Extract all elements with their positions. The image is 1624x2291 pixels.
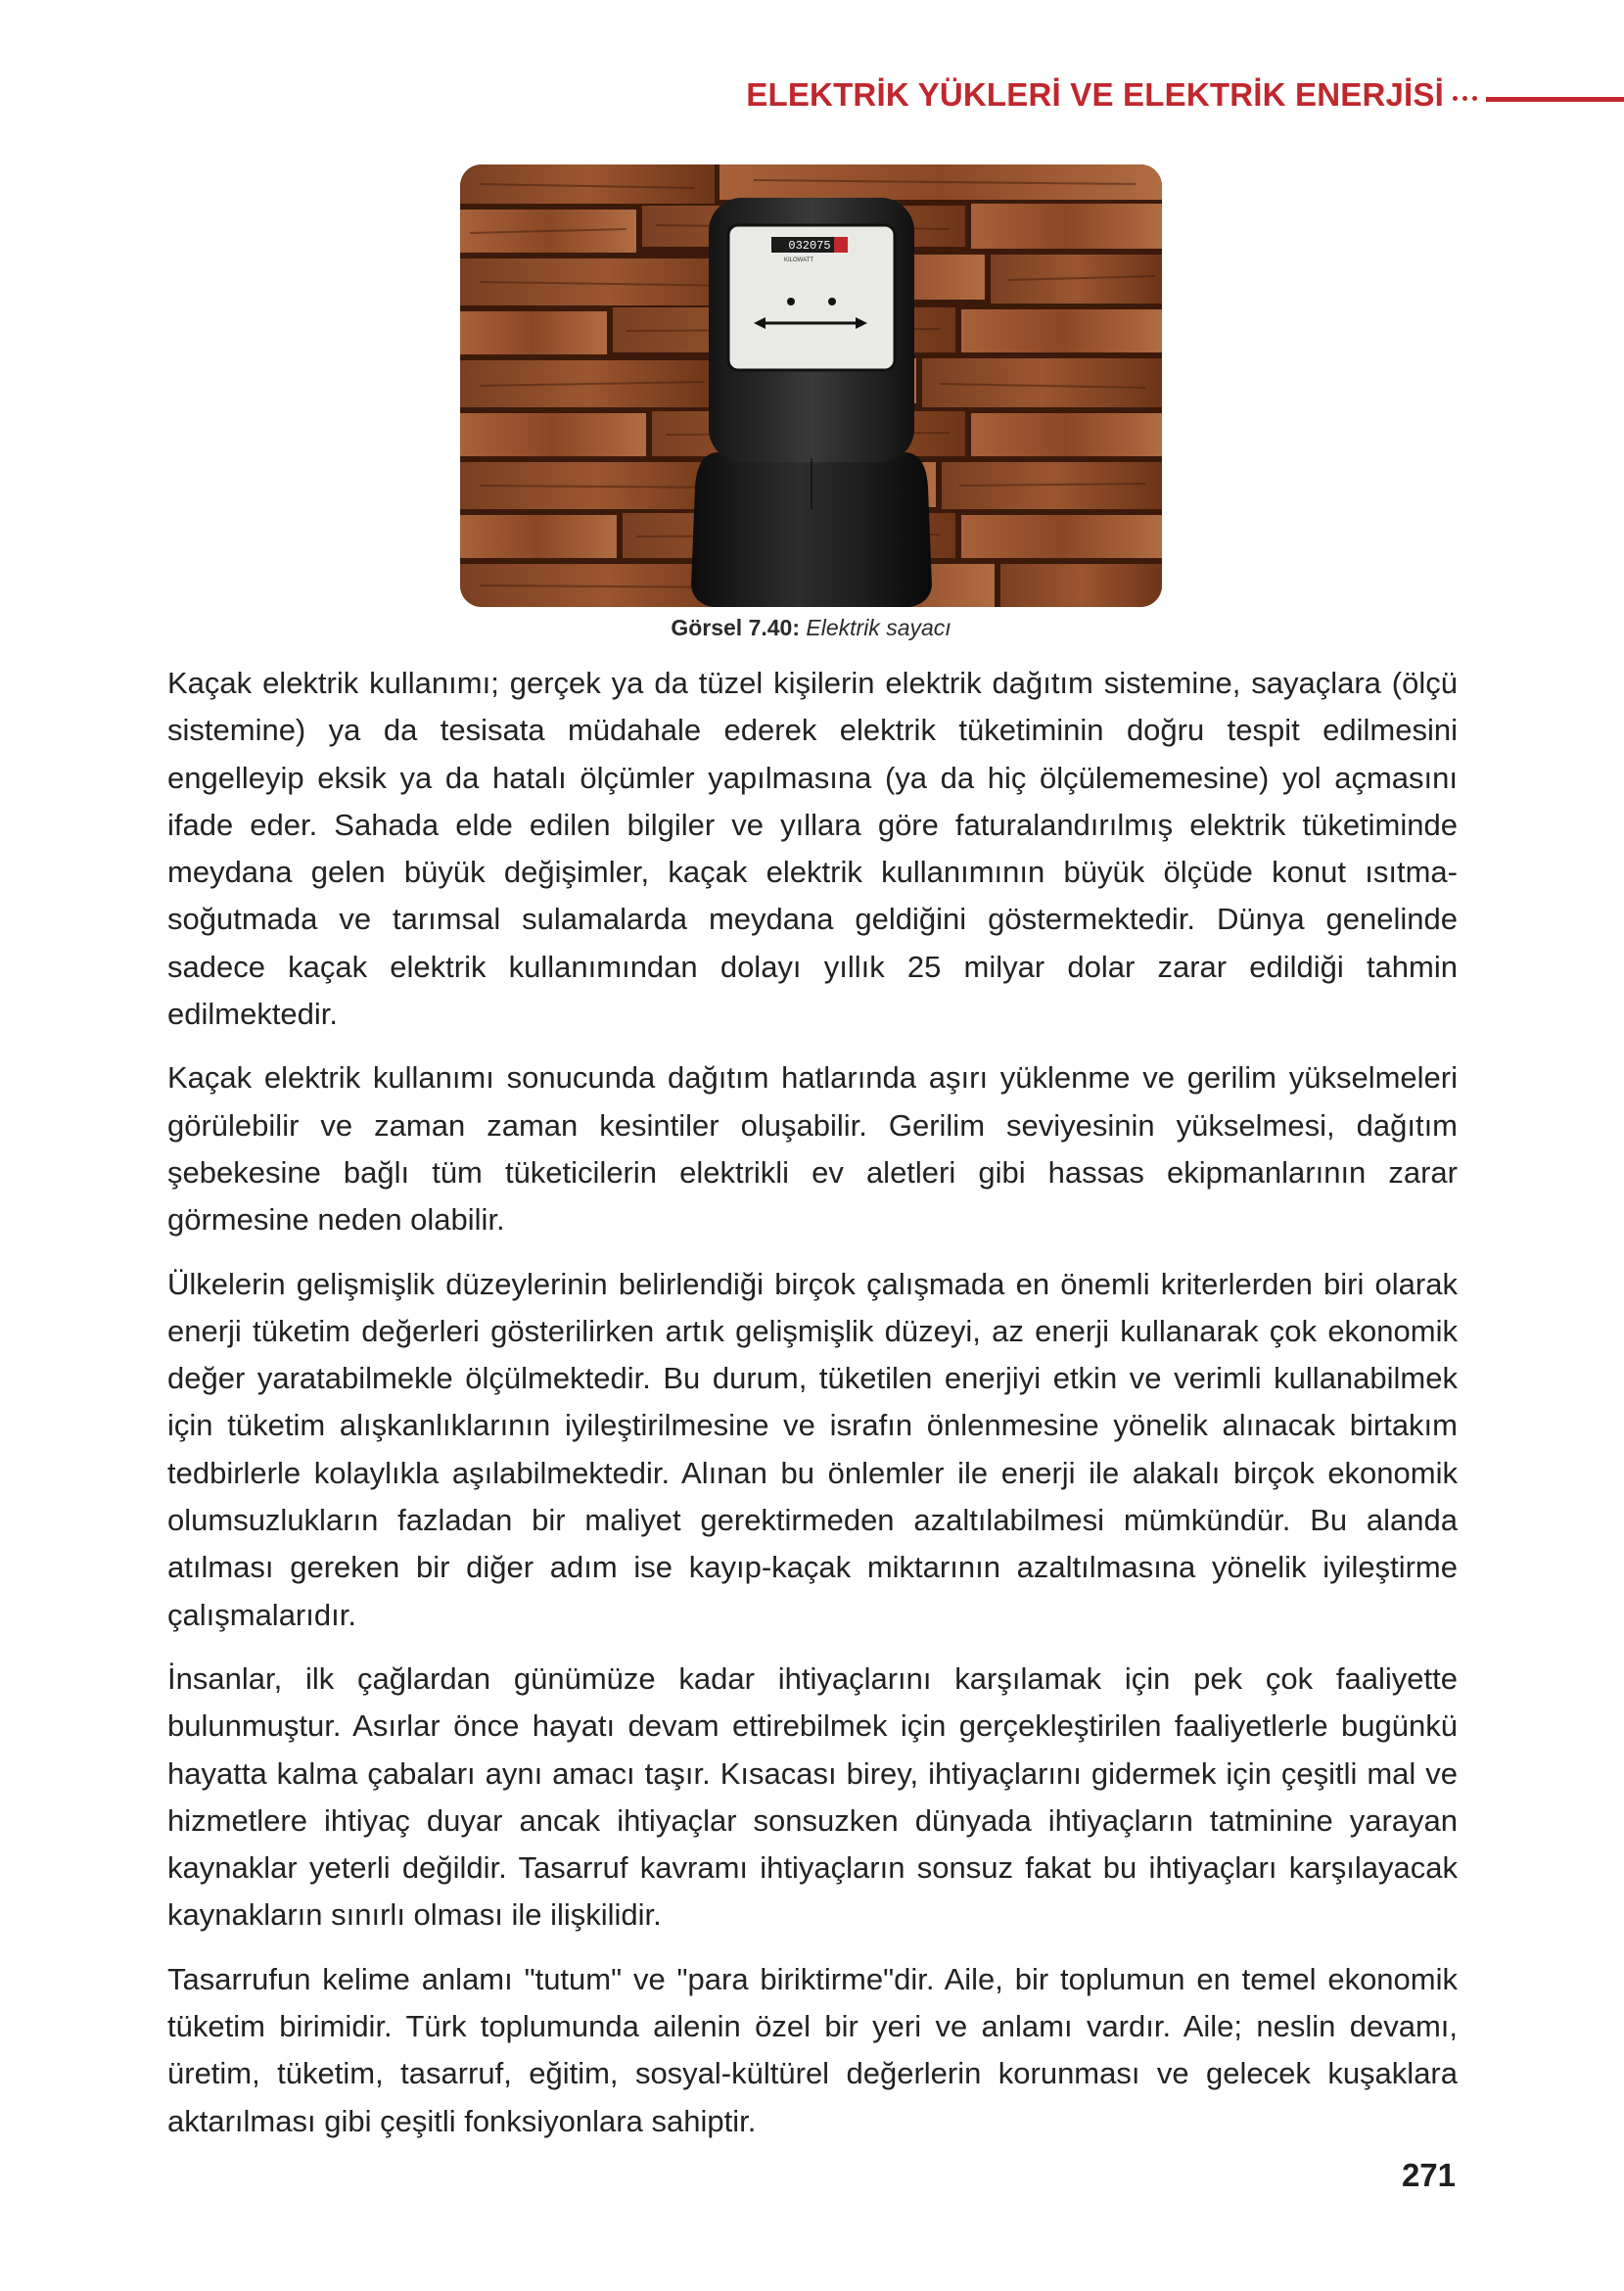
header-rule [1486, 97, 1624, 102]
figure-label: Görsel 7.40: [671, 615, 801, 640]
paragraph-3: Ülkelerin gelişmişlik düzeylerinin belirlendiği birçok çalışmada en önemli kriterlerden biri olarak enerji tüketim değerleri gösterilirken artık gelişmişlik düzeyi, az enerji kullanarak çok ekonomik değer yaratabilmekle ölçülmektedir. Bu durum, tüketilen enerjiyi etkin ve verimli kullanabilmek için tüketim alışkanlıklarının iyileştirilmesine ve israfın önlenmesine yönelik alınacak birtakım tedbirlerle kolaylıkla aşılabilmektedir. Alınan bu önlemler ile enerji ile alakalı birçok ekonomik olumsuzlukların fazladan bir maliyet gerektirmeden azaltılabilmesi mümkündür. Bu alanda atılması gereken bir diğer adım ise kayıp-kaçak miktarının azaltılmasına yönelik iyileştirme çalışmalarıdır. [167, 1266, 1458, 1632]
paragraph-1: Kaçak elektrik kullanımı; gerçek ya da tüzel kişilerin elektrik dağıtım sistemine, sayaçlara (ölçü sistemine) ya da tesisata müdahale ederek elektrik tüketiminin doğru tespit edilmesini engelleyip eksik ya da hatalı ölçümler yapılmasına (ya da hiç ölçülememesine) yol açmasını ifade eder. Sahada elde edilen bilgiler ve yıllara göre faturalandırılmış elektrik tüketiminde meydana gelen büyük değişimler, kaçak elektrik kullanımının büyük ölçüde konut ısıtma-soğutmada ve tarımsal sulamalarda meydana geldiğini göstermektedir. Dünya genelinde sadece kaçak elektrik kullanımından dolayı yıllık 25 milyar dolar zarar edildiği tahmin edilmektedir. [167, 666, 1458, 1032]
figure-caption [460, 615, 1162, 641]
paragraph-4: İnsanlar, ilk çağlardan günümüze kadar ihtiyaçlarını karşılamak için pek çok faaliyette bulunmuştur. Asırlar önce hayatı devam ettirebilmek için gerçekleştirilen faaliyetlerle bugünkü hayatta kalma çabaları aynı amacı taşır. Kısacası birey, ihtiyaçlarını gidermek için çeşitli mal ve hizmetlere ihtiyaç duyar ancak ihtiyaçlar sonsuzken dünyada ihtiyaçların tatminine yarayan kaynaklar yeterli değildir. Tasarruf kavramı ihtiyaçların sonsuz fakat bu ihtiyaçları karşılayacak kaynakların sınırlı olması ile ilişkilidir. [167, 1660, 1458, 1933]
body-text [167, 660, 1458, 2162]
chapter-title: ELEKTRİK YÜKLERİ VE ELEKTRİK ENERJİSİ [746, 76, 1444, 113]
paragraph-5: Tasarrufun kelime anlamı "tutum" ve "para biriktirme"dir. Aile, bir toplumun en temel ekonomik tüketim birimidir. Türk toplumunda ailenin özel bir yeri ve anlamı vardır. Aile; neslin devamı, üretim, tüketim, tasarruf, eğitim, sosyal-kültürel değerlerin korunması ve gelecek kuşaklara aktarılması gibi çeşitli fonksiyonlara sahiptir. [167, 1961, 1458, 2138]
page-number: 271 [1401, 2157, 1456, 2193]
meter-unit: KILOWATT [784, 257, 813, 263]
header-dots-decoration [1453, 96, 1482, 102]
meter-device [691, 198, 932, 607]
paragraph-2: Kaçak elektrik kullanımı sonucunda dağıtım hatlarında aşırı yüklenme ve gerilim yükselmeleri görülebilir ve zaman zaman kesintiler oluşabilir. Gerilim seviyesinin yükselmesi, dağıtım şebekesine bağlı tüm tüketicilerin elektrikli ev aletleri gibi hassas ekipmanlarının zarar görmesine neden olabilir. [167, 1060, 1458, 1238]
running-header [0, 76, 1624, 116]
meter-reading: 032075 [788, 239, 831, 253]
figure-caption-text: Elektrik sayacı [806, 615, 951, 640]
electric-meter-photo [460, 164, 1162, 607]
